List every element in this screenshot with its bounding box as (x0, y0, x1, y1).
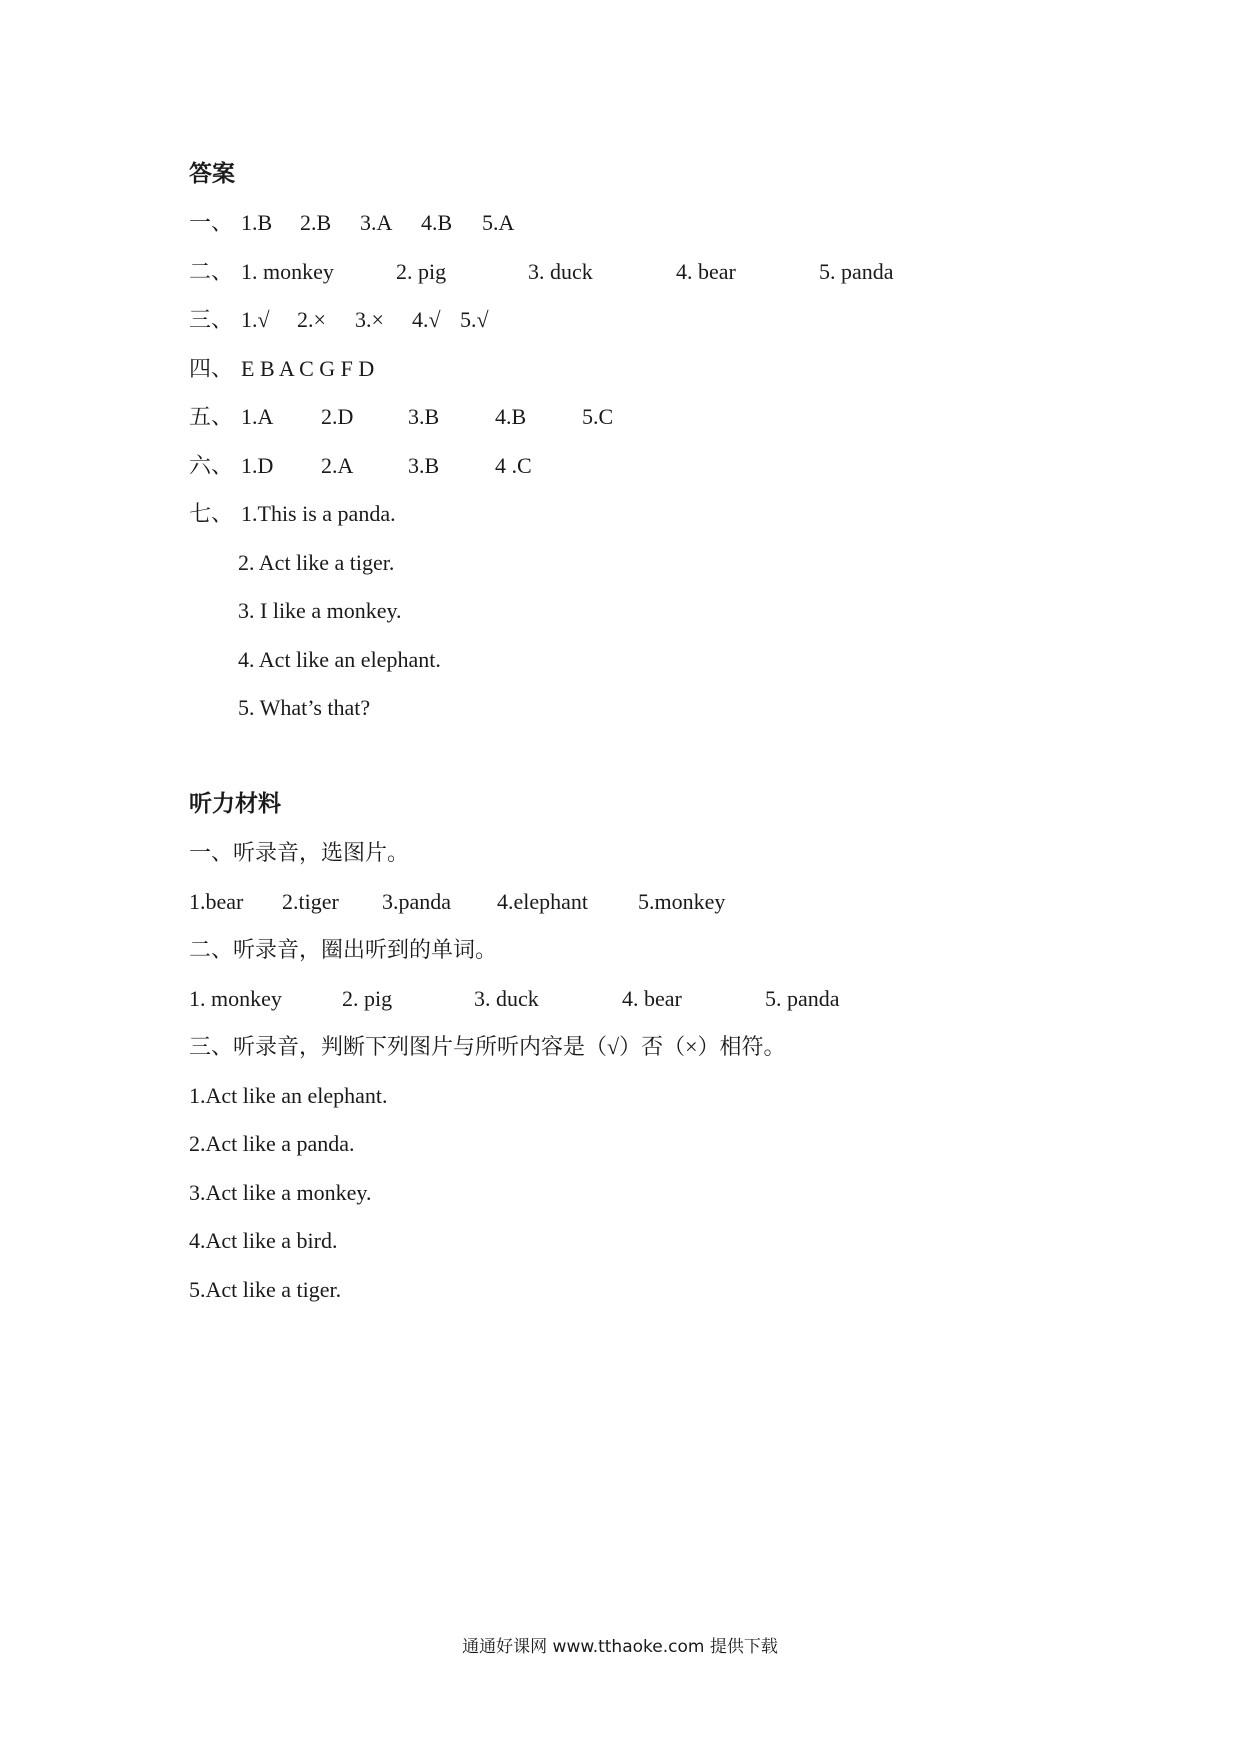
answer-item: 2.× (297, 307, 326, 332)
answers-title: 答案 (189, 161, 235, 187)
answer-item: 4.B (495, 404, 527, 429)
listening-item: 5. panda (765, 986, 840, 1011)
answer-item: 4 .C (495, 453, 532, 478)
answer-q2 (189, 258, 894, 286)
answer-item: 3. duck (528, 259, 593, 284)
answer-q6 (189, 452, 532, 480)
answer-item: 3.× (355, 307, 384, 332)
answer-item: 1.B (241, 210, 273, 235)
listening-s2-items (189, 985, 840, 1013)
footer-text: 通通好课网 www.tthaoke.com 提供下载 (462, 1637, 778, 1657)
answer-item: 3.B (408, 404, 440, 429)
listening-item: 3. duck (474, 986, 539, 1011)
listening-s3-line: 3.Act like a monkey. (189, 1180, 372, 1205)
answer-item: 4.B (421, 210, 453, 235)
answer-q6-num: 六、 (189, 453, 234, 478)
answer-item: 5. panda (819, 259, 894, 284)
answer-q7-line: 2. Act like a tiger. (238, 550, 395, 575)
answer-item: 2. pig (396, 259, 447, 284)
answer-q4-text: E B A C G F D (241, 356, 375, 381)
answer-item: 1.D (241, 453, 274, 478)
answer-q7 (189, 500, 396, 528)
answer-q3-num: 三、 (189, 307, 234, 332)
answer-item: 4. bear (676, 259, 736, 284)
answer-q4 (189, 355, 374, 383)
answer-q7-line: 5. What’s that? (238, 695, 371, 720)
listening-s1-heading: 一、听录音，选图片。 (189, 840, 410, 865)
listening-s3-line: 2.Act like a panda. (189, 1131, 355, 1156)
listening-s3-line: 5.Act like a tiger. (189, 1277, 342, 1302)
answer-item: 5.C (582, 404, 614, 429)
answer-item: 1.A (241, 404, 274, 429)
answer-item: 5.A (482, 210, 515, 235)
listening-item: 4. bear (622, 986, 682, 1011)
answer-q4-num: 四、 (189, 356, 234, 381)
answer-item: 2.B (300, 210, 332, 235)
answer-item: 1.√ (241, 307, 270, 332)
answer-q2-num: 二、 (189, 259, 234, 284)
listening-s3-line: 1.Act like an elephant. (189, 1083, 388, 1108)
answer-item: 4.√ (412, 307, 441, 332)
listening-item: 1. monkey (189, 986, 282, 1011)
listening-title: 听力材料 (189, 791, 281, 817)
answer-q1-num: 一、 (189, 210, 234, 235)
listening-item: 3.panda (382, 889, 452, 914)
answer-item: 2.A (321, 453, 354, 478)
answer-item: 2.D (321, 404, 354, 429)
answer-item: 1. monkey (241, 259, 334, 284)
listening-s3-heading: 三、听录音，判断下列图片与所听内容是（√）否（×）相符。 (189, 1034, 786, 1059)
answer-q7-line: 4. Act like an elephant. (238, 647, 441, 672)
listening-item: 2.tiger (282, 889, 339, 914)
answer-q3 (189, 306, 489, 334)
listening-item: 4.elephant (497, 889, 589, 914)
answer-q7-line: 3. I like a monkey. (238, 598, 402, 623)
answer-item: 1.This is a panda. (241, 501, 396, 526)
listening-item: 1.bear (189, 889, 244, 914)
listening-item: 5.monkey (638, 889, 726, 914)
listening-s3-line: 4.Act like a bird. (189, 1228, 338, 1253)
answer-item: 3.B (408, 453, 440, 478)
listening-item: 2. pig (342, 986, 393, 1011)
listening-s1-items (189, 888, 725, 916)
answer-q1 (189, 209, 514, 237)
answer-item: 3.A (360, 210, 393, 235)
answer-q5-num: 五、 (189, 404, 234, 429)
answer-item: 5.√ (460, 307, 489, 332)
answer-q5 (189, 403, 613, 431)
listening-s2-heading: 二、听录音，圈出听到的单词。 (189, 937, 498, 962)
answer-q7-num: 七、 (189, 501, 234, 526)
